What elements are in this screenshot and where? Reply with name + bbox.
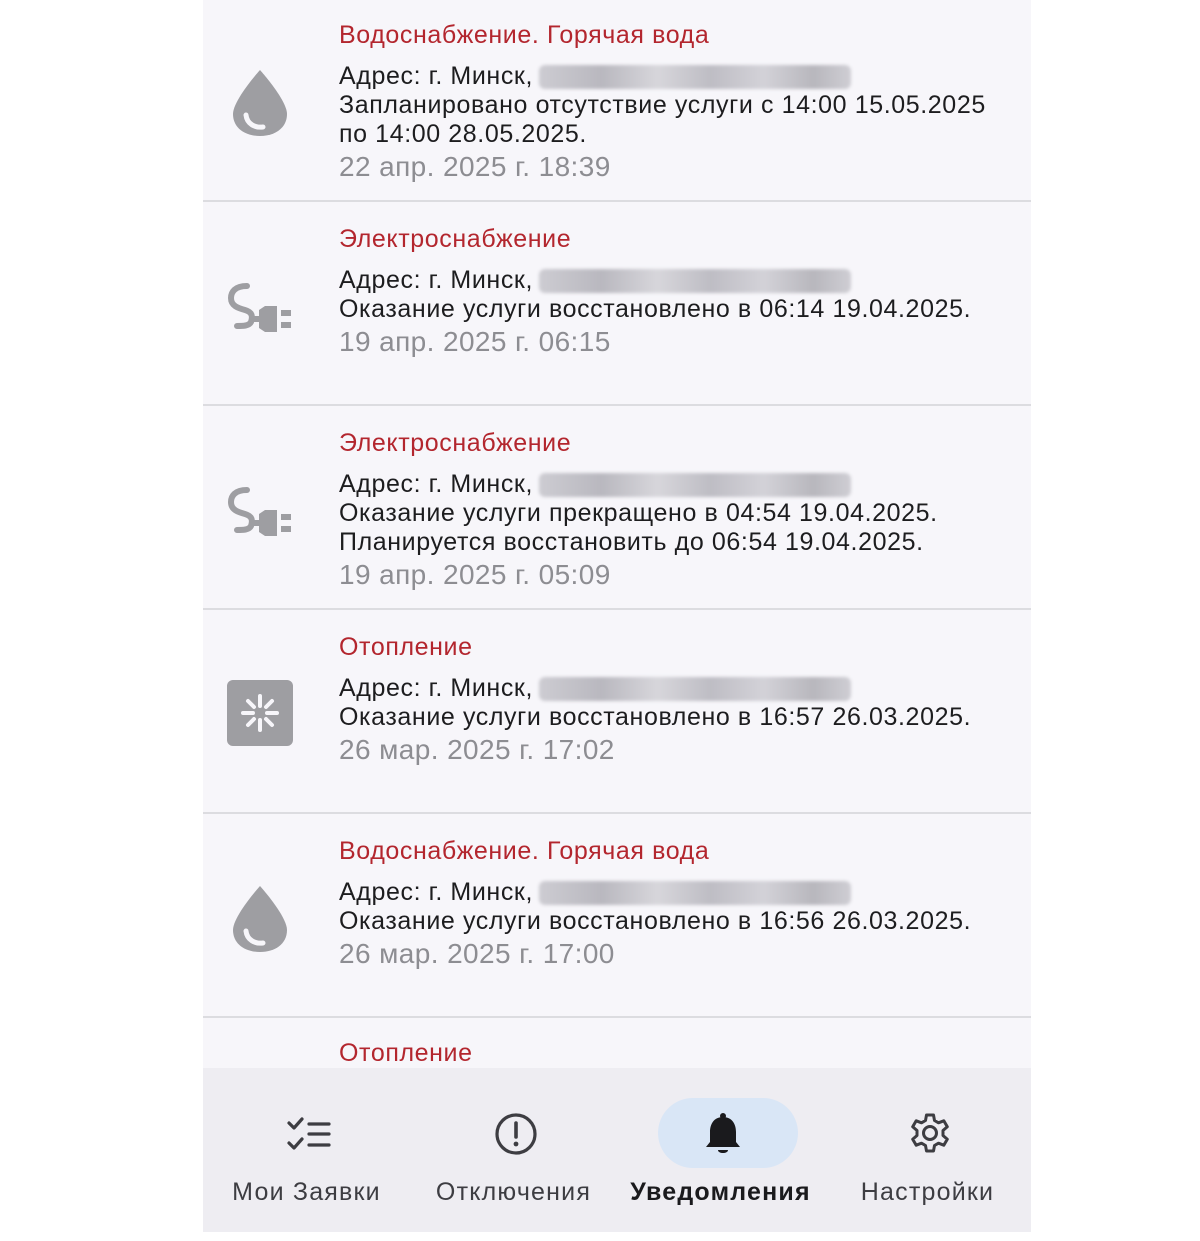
notification-timestamp: 26 мар. 2025 г. 17:02 (339, 734, 615, 765)
notification-timestamp: 22 апр. 2025 г. 18:39 (339, 151, 611, 182)
address-label: Адрес: г. Минск, (339, 62, 533, 90)
checklist-icon (287, 1112, 331, 1156)
notification-message: Оказание услуги прекращено в 04:54 19.04.2025. Планируется восстановить до 06:54 19.04.2025. (339, 499, 938, 556)
bell-icon (701, 1112, 745, 1156)
redacted-address (539, 473, 851, 497)
nav-label: Отключения (435, 1178, 592, 1206)
redacted-address (539, 677, 851, 701)
notification-item[interactable] (203, 204, 1031, 406)
water-drop-icon (225, 66, 295, 136)
address-label: Адрес: г. Минск, (339, 878, 533, 906)
address-label: Адрес: г. Минск, (339, 674, 533, 702)
nav-notifications[interactable] (617, 1068, 824, 1232)
notification-category: Электроснабжение (339, 225, 572, 253)
notification-timestamp: 26 мар. 2025 г. 17:00 (339, 938, 615, 969)
notification-message: Оказание услуги восстановлено в 16:56 26.03.2025. (339, 907, 972, 935)
notification-list[interactable] (203, 0, 1031, 1068)
notification-message: Оказание услуги восстановлено в 06:14 19.04.2025. (339, 295, 972, 323)
redacted-address (539, 65, 851, 89)
bottom-navigation (203, 1068, 1031, 1232)
power-plug-icon (225, 270, 295, 340)
power-plug-icon (225, 474, 295, 544)
notification-message: Запланировано отсутствие услуги с 14:00 15.05.2025 по 14:00 28.05.2025. (339, 91, 986, 148)
notification-category: Электроснабжение (339, 429, 572, 457)
alert-circle-icon (494, 1112, 538, 1156)
nav-my-requests[interactable] (203, 1068, 410, 1232)
notification-category: Отопление (339, 633, 473, 661)
notification-timestamp: 19 апр. 2025 г. 06:15 (339, 326, 611, 357)
water-drop-icon (225, 882, 295, 952)
app-screen (203, 0, 1031, 1232)
nav-settings[interactable] (824, 1068, 1031, 1232)
notification-category: Водоснабжение. Горячая вода (339, 837, 710, 865)
notification-item[interactable] (203, 612, 1031, 814)
nav-outages[interactable] (410, 1068, 617, 1232)
address-label: Адрес: г. Минск, (339, 266, 533, 294)
notification-message: Оказание услуги восстановлено в 16:57 26.03.2025. (339, 703, 972, 731)
heating-icon (225, 678, 295, 748)
nav-label: Мои Заявки (232, 1178, 381, 1206)
gear-icon (908, 1112, 952, 1156)
address-label: Адрес: г. Минск, (339, 470, 533, 498)
notification-category: Отопление (339, 1039, 473, 1067)
redacted-address (539, 269, 851, 293)
nav-label: Уведомления (630, 1178, 811, 1206)
notification-timestamp: 19 апр. 2025 г. 05:09 (339, 559, 611, 590)
redacted-address (539, 881, 851, 905)
notification-category: Водоснабжение. Горячая вода (339, 21, 710, 49)
notification-item[interactable] (203, 816, 1031, 1018)
nav-label: Настройки (860, 1178, 995, 1206)
notification-item[interactable] (203, 0, 1031, 202)
notification-item[interactable] (203, 408, 1031, 610)
